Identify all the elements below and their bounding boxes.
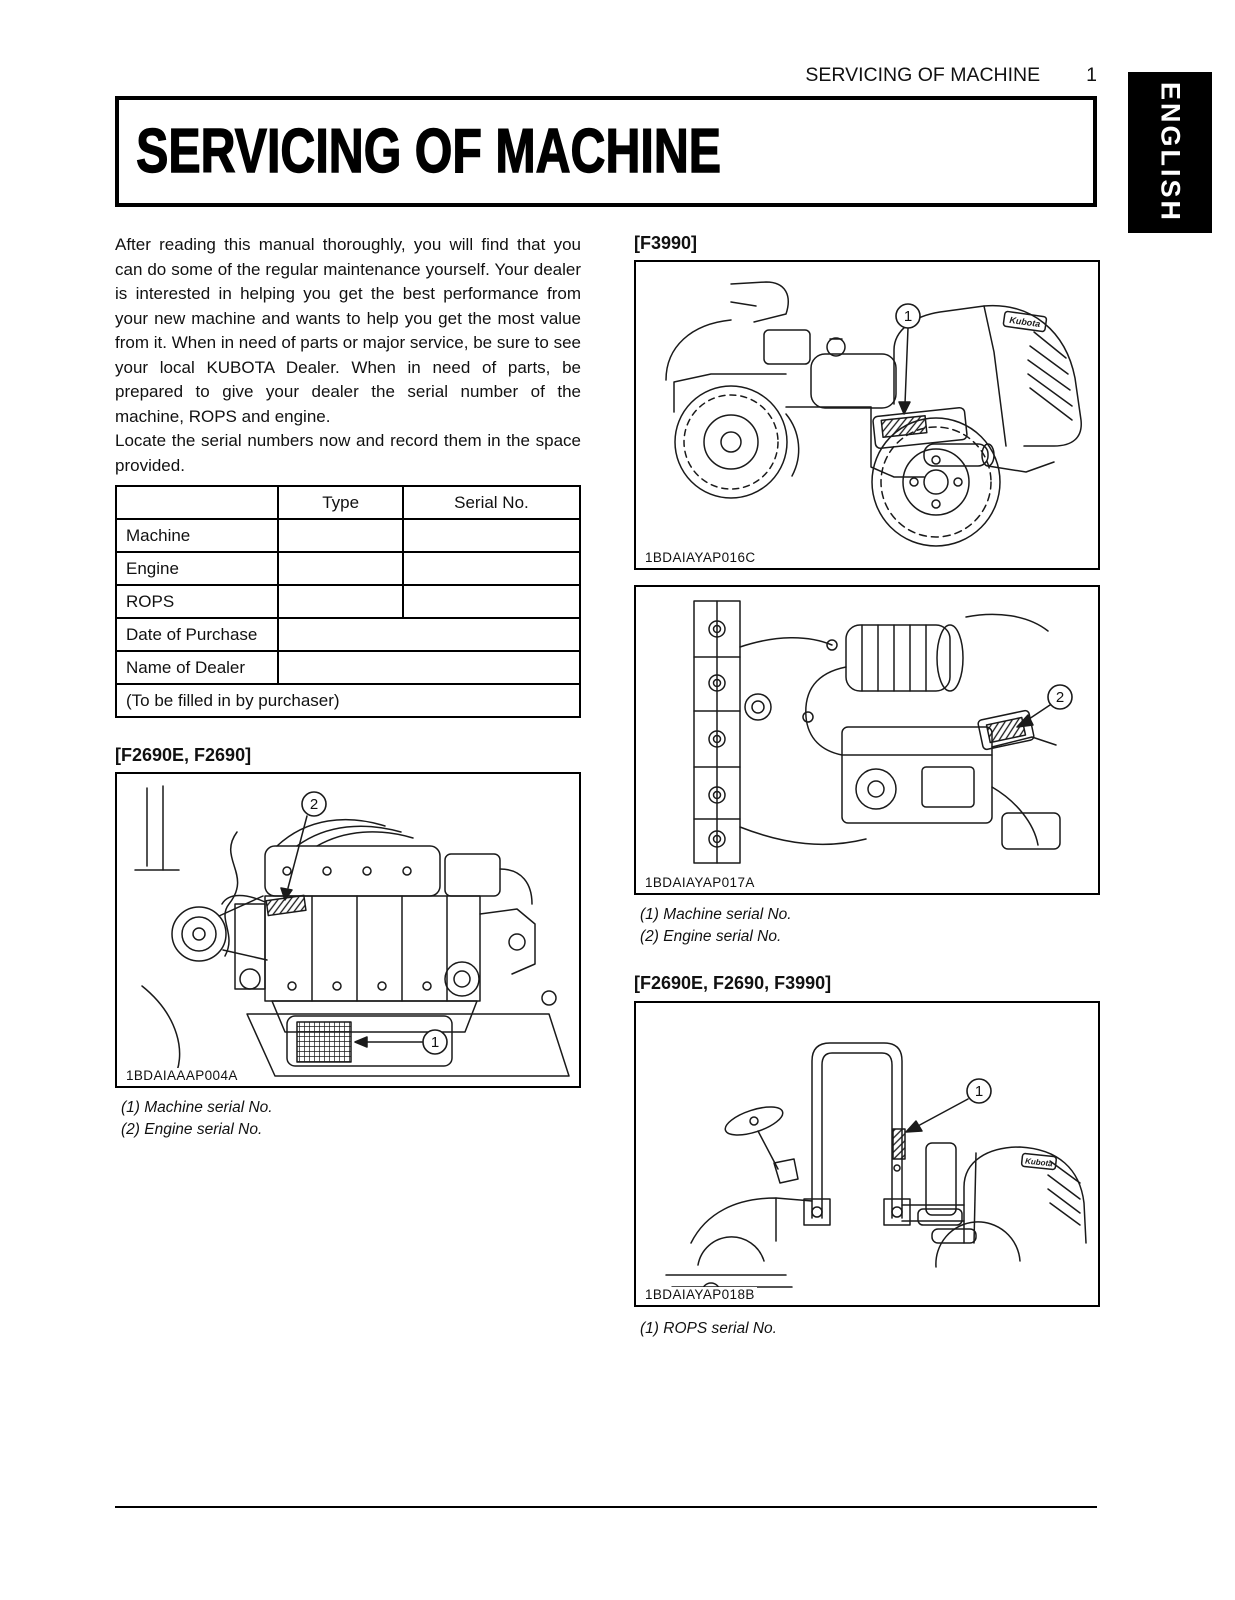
callout-2-badge [302,792,326,816]
row-label-engine: Engine [116,552,278,585]
language-tab-label: ENGLISH [1155,81,1186,223]
callout-1-badge [423,1030,447,1054]
valve-cover [265,846,440,896]
machine-serial-plate [873,407,968,448]
figure-f2690-engine [115,772,581,1088]
svg-text:1: 1 [903,308,913,325]
callout-1-badge [896,304,920,328]
front-wheel [675,386,799,498]
page-number: 1 [1086,64,1097,86]
air-cleaner [846,614,1048,691]
seat [918,1143,962,1225]
table-header-row [116,486,580,519]
title-banner [115,96,1097,207]
svg-text:1: 1 [430,1034,440,1051]
callout-1-badge [967,1079,991,1103]
page-title: SERVICING OF MACHINE [136,117,722,186]
svg-text:1: 1 [974,1083,984,1100]
rear-wheel [872,418,1000,546]
running-header-title: SERVICING OF MACHINE [805,64,1041,86]
engine-serial-cell [403,552,580,585]
figure-code: 1BDAIAYAP016C [645,550,756,565]
callout-2-arrow [1017,705,1050,727]
name-of-dealer-cell [278,651,580,684]
rops-serial-cell [403,585,580,618]
caption-machine-serial: (1) Machine serial No. [121,1099,273,1116]
figure-captions-f3990 [634,904,1100,947]
left-column [115,233,581,1140]
section-heading-rops: [F2690E, F2690, F3990] [634,973,832,993]
alternator [172,896,267,961]
table-note: (To be filled in by purchaser) [116,684,580,717]
caption-rops-serial: (1) ROPS serial No. [640,1320,777,1337]
machine-serial-cell [403,519,580,552]
engine-type-cell [278,552,402,585]
frame-post [135,786,179,870]
table-row-rops [116,585,580,618]
intro-text [115,233,581,478]
f2690-engine-illustration [117,774,579,1086]
date-of-purchase-cell [278,618,580,651]
engine-block [842,727,1060,849]
radiator-frame [694,601,771,863]
intro-paragraph-2: Locate the serial numbers now and record them in the space provided. [115,431,581,475]
wiring-harness [222,832,265,956]
language-tab [1128,72,1212,233]
running-header [115,64,1097,87]
figure-code: 1BDAIAAAP004A [126,1068,238,1083]
table-row-date-of-purchase [116,618,580,651]
table-row-machine [116,519,580,552]
section-heading-f2690: [F2690E, F2690] [115,745,252,765]
f3990-engine-illustration [636,587,1098,893]
machine-type-cell [278,519,402,552]
brand-badge-text: Kubota [1008,314,1041,330]
rops-serial-plate [893,1129,905,1159]
figure-code: 1BDAIAYAP017A [645,875,755,890]
rops-type-cell [278,585,402,618]
serial-record-table [115,485,581,718]
footer-rule [115,1506,1097,1508]
row-label-name-of-dealer: Name of Dealer [116,651,278,684]
brand-badge-text: Kubota [1024,1156,1054,1169]
figure-code: 1BDAIAYAP018B [645,1287,755,1302]
callout-2-badge [1048,685,1072,709]
svg-text:2: 2 [309,796,319,813]
f3990-machine-illustration [636,262,1098,568]
platform-fender [666,1198,812,1301]
row-label-date-of-purchase: Date of Purchase [116,618,278,651]
caption-engine-serial: (2) Engine serial No. [121,1120,263,1138]
operator-seat [666,282,810,380]
table-note-row [116,684,580,717]
figure-rops [634,1001,1100,1307]
svg-text:2: 2 [1055,689,1065,706]
engine-block [235,896,480,1032]
figure-f3990-engine [634,585,1100,895]
callout-2-arrow [281,816,307,900]
figure-caption-rops [634,1318,1100,1340]
frame [902,1205,1020,1267]
mount-bracket [480,909,556,1005]
table-row-engine [116,552,580,585]
right-column [634,233,1100,1340]
table-cell-blank [116,486,278,519]
figure-f3990-machine [634,260,1100,570]
column-header-type: Type [278,486,402,519]
table-row-name-of-dealer [116,651,580,684]
figure-captions-f2690 [115,1097,581,1140]
callout-1-arrow [355,1037,422,1047]
section-heading-f3990: [F3990] [634,233,698,253]
callout-1-arrow [899,328,910,414]
fuel-tank [811,338,896,408]
hoses [740,638,866,845]
row-label-rops: ROPS [116,585,278,618]
rops-illustration [636,1003,1098,1305]
callout-1-arrow [906,1099,968,1132]
injection-lines [277,820,413,846]
caption-machine-serial: (1) Machine serial No. [640,906,792,923]
caption-engine-serial: (2) Engine serial No. [640,927,782,945]
row-label-machine: Machine [116,519,278,552]
steering-wheel [722,1101,798,1183]
intro-paragraph-1: After reading this manual thoroughly, you will find that you can do some of the regular maintenance yourself. Your dealer is interested in helping you get the best performance from your new machine and wants to help you get the most value from it. When in need of parts or major service, be sure to see your local KUBOTA Dealer. When in need of parts, be prepared to give your dealer the serial number of the machine, ROPS and engine. [115,235,581,426]
column-header-serial-no: Serial No. [403,486,580,519]
